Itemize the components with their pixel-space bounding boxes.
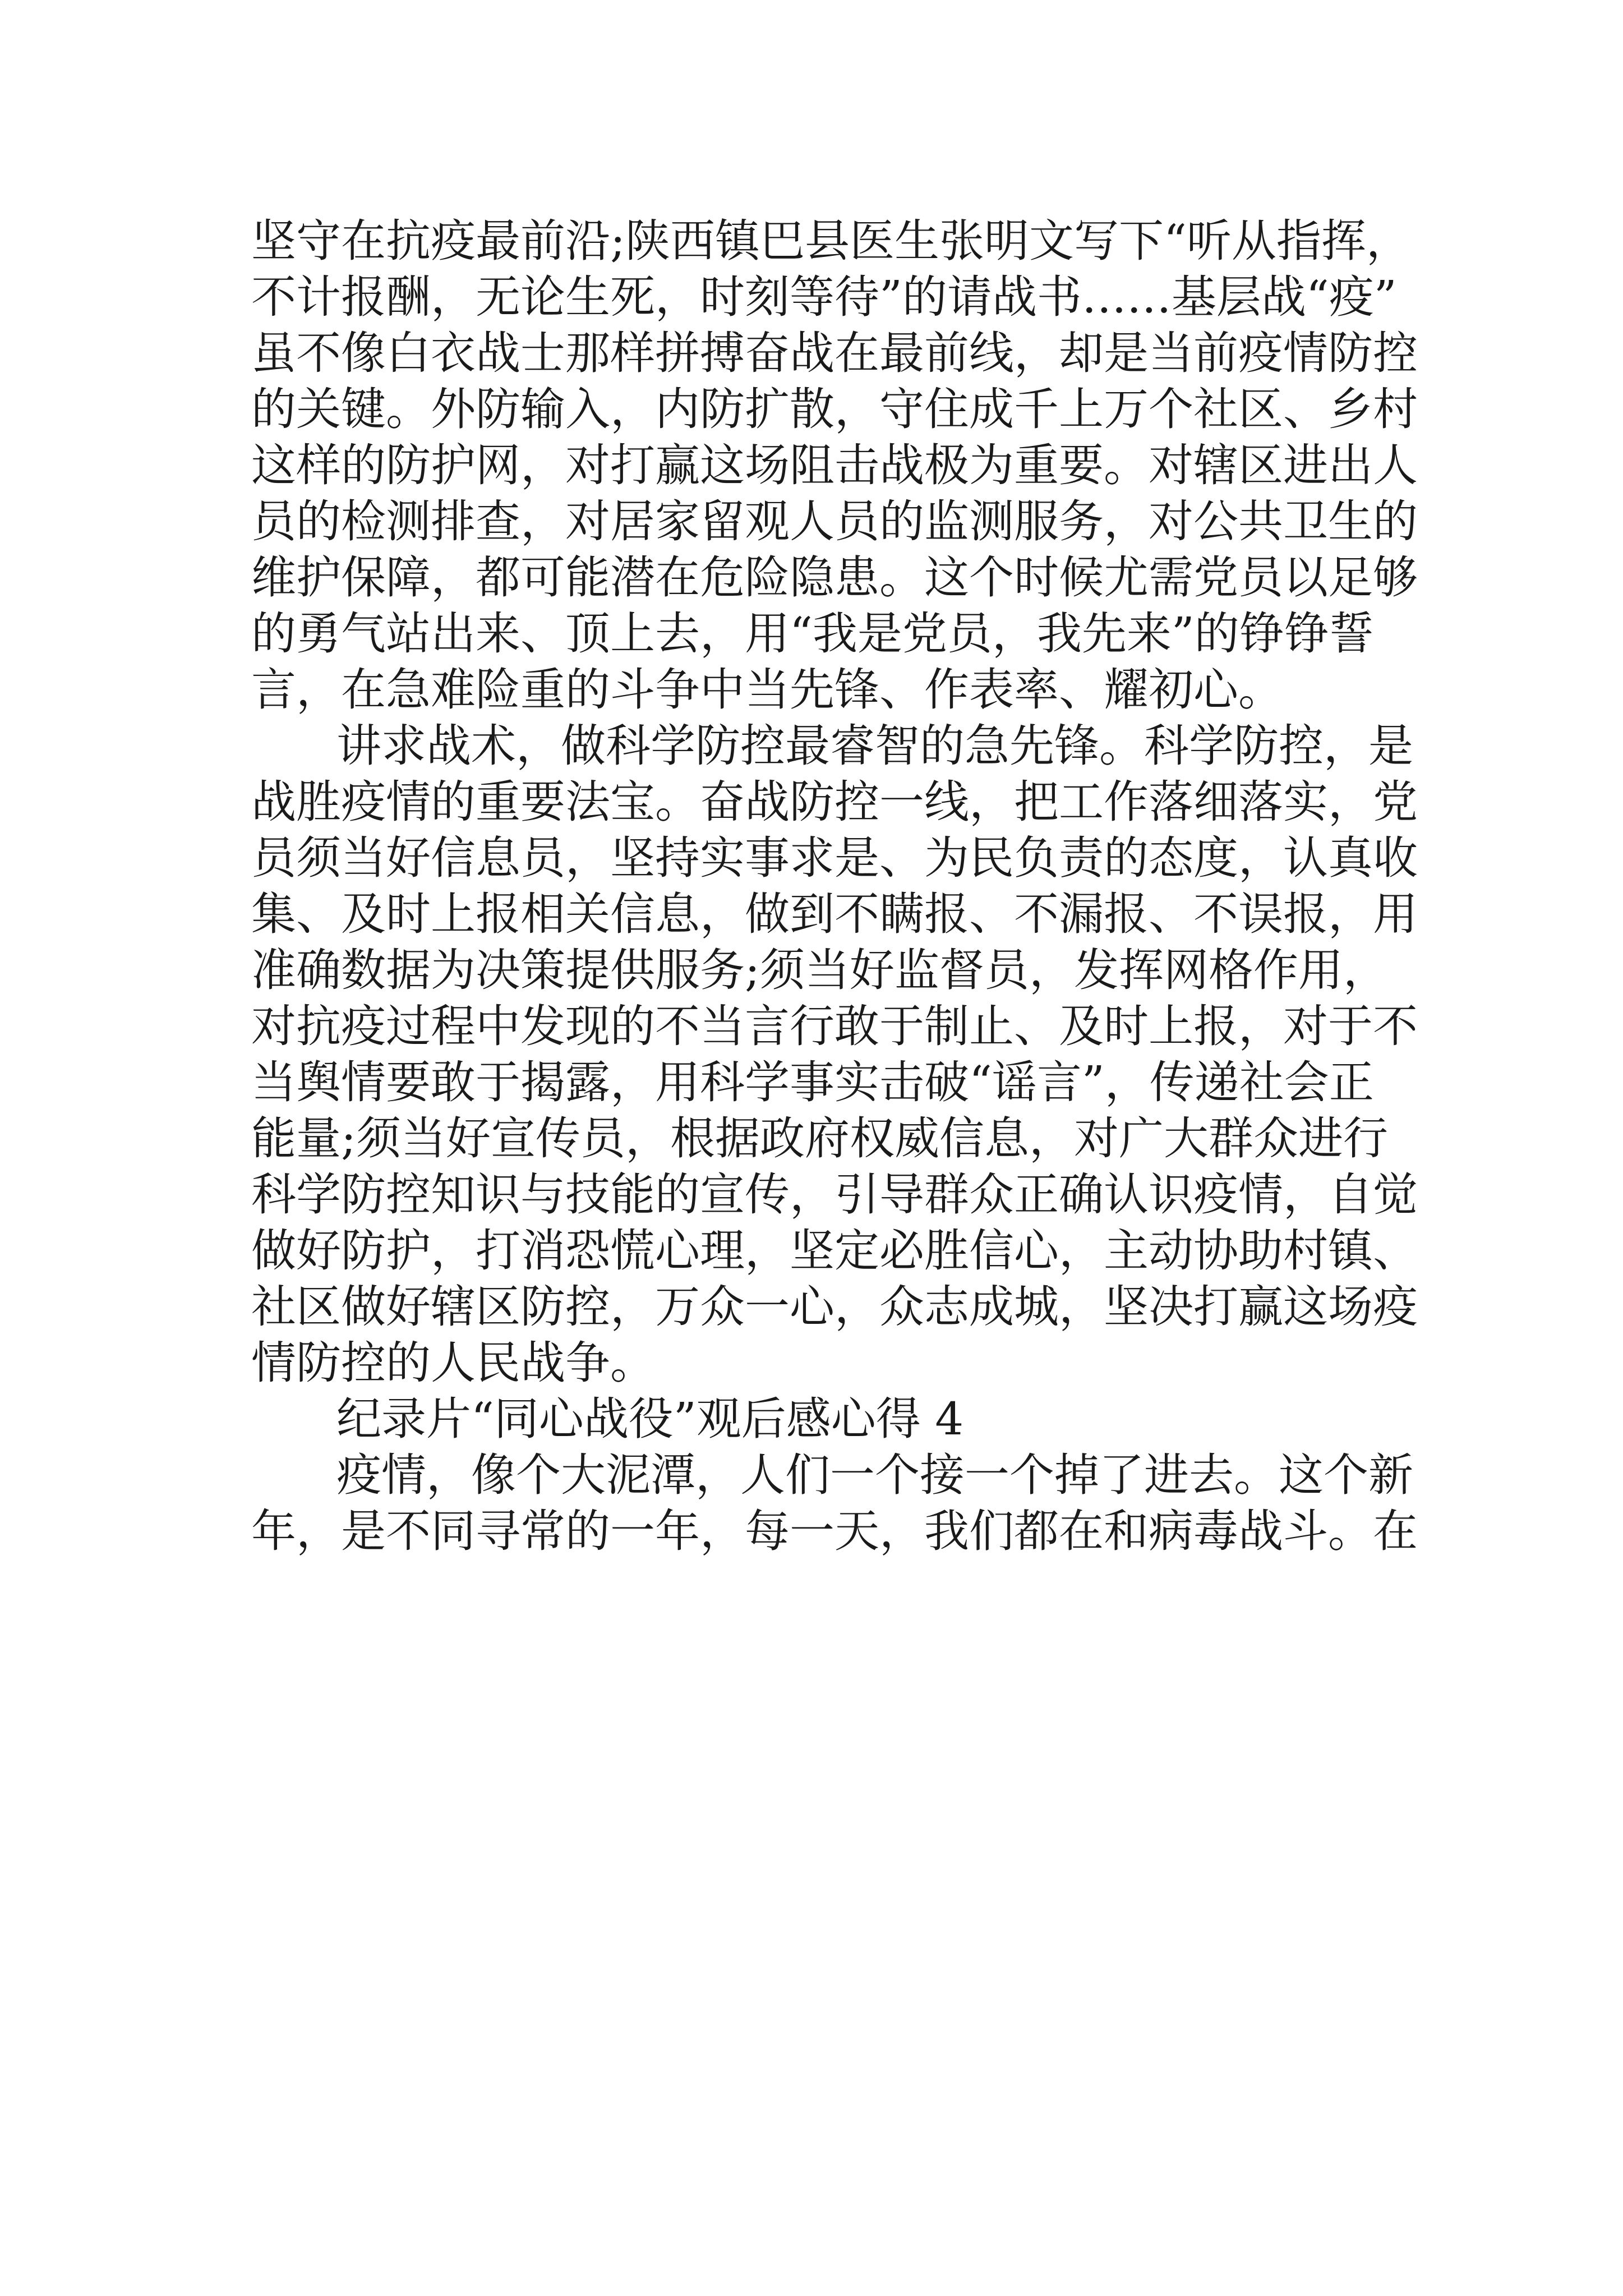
- body-line: 情防控的人民战争。: [251, 1337, 655, 1389]
- body-line: 准确数据为决策提供服务;须当好监督员，发挥网格作用，: [251, 944, 1388, 996]
- body-line: 虽不像白衣战士那样拼搏奋战在最前线，却是当前疫情防控: [251, 327, 1418, 379]
- body-line: 维护保障，都可能潜在危险隐患。这个时候尤需党员以足够: [251, 551, 1418, 604]
- body-line: 当舆情要敢于揭露，用科学事实击破“谣言”，传递社会正: [251, 1056, 1374, 1108]
- body-line: 做好防护，打消恐慌心理，坚定必胜信心，主动协助村镇、: [251, 1225, 1418, 1277]
- body-line: 员的检测排查，对居家留观人员的监测服务，对公共卫生的: [251, 495, 1418, 547]
- section-heading: 纪录片“同心战役”观后感心得 4: [336, 1393, 964, 1445]
- body-line: 言，在急难险重的斗争中当先锋、作表率、耀初心。: [251, 664, 1283, 716]
- body-line: 科学防控知识与技能的宣传，引导群众正确认识疫情，自觉: [251, 1168, 1418, 1221]
- body-line: 员须当好信息员，坚持实事求是、为民负责的态度，认真收: [251, 832, 1418, 884]
- body-line: 能量;须当好宣传员，根据政府权威信息，对广大群众进行: [251, 1112, 1388, 1165]
- body-line: 的关键。外防输入，内防扩散，守住成千上万个社区、乡村: [251, 383, 1418, 435]
- paragraph-first-line: 讲求战术，做科学防控最睿智的急先锋。科学防控，是: [336, 720, 1413, 772]
- body-line: 社区做好辖区防控，万众一心，众志成城，坚决打赢这场疫: [251, 1281, 1418, 1333]
- body-line: 坚守在抗疫最前沿;陕西镇巴县医生张明文写下“听从指挥，: [251, 215, 1411, 267]
- body-line: 战胜疫情的重要法宝。奋战防控一线，把工作落细落实，党: [251, 776, 1418, 828]
- paragraph-first-line: 疫情，像个大泥潭，人们一个接一个掉了进去。这个新: [336, 1449, 1413, 1501]
- body-line: 集、及时上报相关信息，做到不瞒报、不漏报、不误报，用: [251, 888, 1418, 940]
- body-line: 不计报酬，无论生死，时刻等待”的请战书……基层战“疫”: [251, 271, 1397, 323]
- body-line: 的勇气站出来、顶上去，用“我是党员，我先来”的铮铮誓: [251, 608, 1374, 660]
- body-line: 对抗疫过程中发现的不当言行敢于制止、及时上报，对于不: [251, 1000, 1418, 1052]
- body-line: 这样的防护网，对打赢这场阻击战极为重要。对辖区进出人: [251, 439, 1418, 491]
- body-line: 年，是不同寻常的一年，每一天，我们都在和病毒战斗。在: [251, 1505, 1418, 1557]
